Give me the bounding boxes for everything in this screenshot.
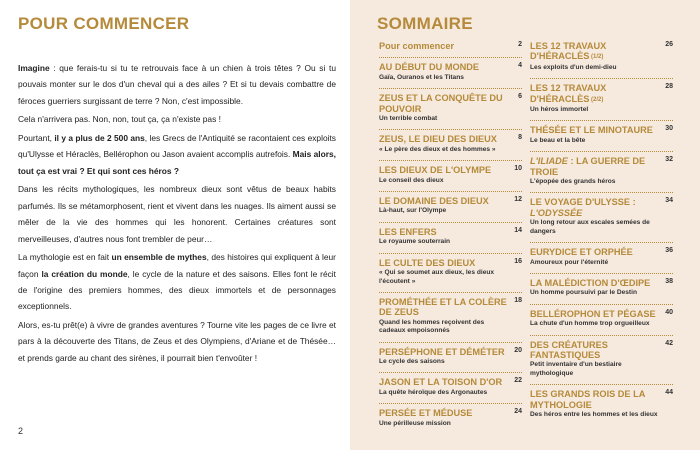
toc-entry-subtitle: Gaïa, Ouranos et les Titans — [379, 73, 464, 81]
toc-entry-subtitle: Le conseil des dieux — [379, 176, 444, 184]
toc-entry-subtitle: Le cycle des saisons — [379, 357, 445, 365]
text-run: Alors, es-tu prêt(e) à vivre de grandes aventures ? Tourne vite les pages de ce livre et pars à la découverte des Titans, de Zeus et des Olympiens, d'Ariane et de Thésée… et prends garde au chant des sirènes, il pourrait bien t'envoûter ! — [18, 320, 336, 363]
toc-entry[interactable] — [379, 165, 522, 185]
toc-entry-subtitle: Des héros entre les hommes et les dieux — [530, 410, 658, 418]
toc-entry[interactable] — [379, 227, 522, 247]
text-run: , les Grecs de l'Antiquité se racontaient ces exploits qu'Ulysse et Héraclès, Bellérophon ou Jason avaient accomplis autrefois. — [18, 133, 336, 160]
toc-page-number: 10 — [514, 165, 522, 173]
toc-page-number: 32 — [665, 156, 673, 164]
toc-entry[interactable] — [379, 196, 522, 216]
toc-entry[interactable] — [530, 278, 673, 298]
toc-page-number: 6 — [518, 93, 522, 101]
toc-entry-subtitle: La chute d'un homme trop orgueilleux — [530, 320, 650, 328]
toc-entry[interactable] — [379, 408, 522, 428]
toc-entry-subtitle: Les exploits d'un demi-dieu — [530, 63, 617, 71]
toc-page-number: 26 — [665, 41, 673, 48]
toc-page-number: 4 — [518, 62, 522, 70]
toc-entry-title: LES GRANDS ROIS DE LA MYTHOLOGIE — [530, 389, 646, 410]
toc-entry-title: PROMÉTHÉE ET LA COLÈRE DE ZEUS — [379, 296, 507, 318]
toc-entry-title: Pour commencer — [379, 41, 455, 51]
paragraph — [18, 181, 336, 247]
text-run: : que ferais-tu si tu te retrouvais face à un chien à trois têtes ? Ou si tu pouvais monter sur le dos d'un cheval qui a des ailes ? Et si tu devais combattre de féroces guerriers surgissant de terre ? Non, c'est impossible. — [18, 63, 336, 106]
toc-entry[interactable] — [379, 297, 522, 336]
toc-column-1 — [379, 41, 522, 428]
toc-entry-subtitle: Quand les hommes reçoivent des cadeaux empoisonnés — [379, 318, 485, 335]
bold-run: Imagine — [18, 63, 50, 73]
toc-entry[interactable] — [379, 93, 522, 123]
toc-entry[interactable] — [530, 125, 673, 145]
toc-divider — [379, 129, 522, 130]
text-run: , le cycle de la nature et des saisons. Elles font le récit de l'origine des premiers hommes, des dieux immortels et de personnages exceptionnels. — [18, 268, 336, 312]
toc-divider — [379, 342, 522, 343]
toc-page-number: 20 — [514, 346, 522, 354]
toc-page-number: 34 — [665, 197, 673, 205]
toc-page-number: 30 — [665, 125, 673, 133]
toc-entry-title: PERSÉE ET MÉDUSE — [379, 408, 473, 419]
toc-entry[interactable] — [530, 41, 673, 72]
toc-entry-subtitle: « Qui se soumet aux dieux, les dieux l'écoutent » — [379, 269, 495, 285]
text-run: Dans les récits mythologiques, les nombreux dieux sont vêtus de beaux habits parfumés. Ils se métamorphosent, rient et vivent dans les nuages. Ils aiment aussi se mêler de la vie des hommes qui les honorent. Certaines créatures sont merveilleuses, d'autres nous font trembler de peur… — [18, 184, 336, 244]
toc-page-number: 44 — [665, 389, 673, 397]
toc-entry-title: LES ENFERS — [379, 226, 437, 237]
toc-entry-subtitle: Un héros immortel — [530, 106, 589, 114]
toc-entry-title: LES DIEUX DE L'OLYMPE — [379, 165, 492, 176]
text-run: La mythologie est en fait — [18, 252, 112, 263]
toc-divider — [530, 151, 673, 152]
toc-page-number: 18 — [514, 296, 522, 304]
toc-divider — [530, 78, 673, 79]
bold-run: un ensemble de mythes — [111, 252, 207, 263]
toc-entry[interactable] — [530, 83, 673, 114]
toc-page-number: 24 — [514, 408, 522, 416]
page-title: POUR COMMENCER — [18, 14, 190, 33]
toc-entry-title: LE VOYAGE D'ULYSSE : L'ODYSSÉE — [530, 197, 636, 218]
toc-page-number: 42 — [665, 339, 673, 347]
toc-entry-title: LA MALÉDICTION D'ŒDIPE — [530, 277, 651, 288]
bold-run: il y a plus de 2 500 ans — [54, 133, 145, 143]
toc-entry-subtitle: « Le père des dieux et des hommes » — [379, 145, 496, 153]
toc-entry[interactable] — [530, 389, 673, 419]
paragraph — [18, 317, 336, 366]
right-page — [350, 0, 700, 450]
toc-entry[interactable] — [379, 134, 522, 154]
toc-entry-title: LE DOMAINE DES DIEUX — [379, 196, 489, 207]
toc-page-number: 36 — [665, 247, 673, 255]
toc-entry[interactable] — [530, 247, 673, 267]
toc-page-number: 28 — [665, 83, 673, 91]
toc-entry-subtitle: Le beau et la bête — [530, 136, 586, 144]
toc-entry[interactable] — [379, 258, 522, 286]
toc-entry-title: BELLÉROPHON ET PÉGASE — [530, 308, 656, 319]
toc-divider — [379, 292, 522, 293]
toc-page-number: 22 — [514, 377, 522, 385]
toc-page-number: 38 — [665, 277, 673, 285]
toc-entry-title: L'ILIADE : LA GUERRE DE TROIE — [530, 156, 646, 177]
paragraph — [18, 249, 336, 315]
toc-entry[interactable] — [379, 41, 522, 51]
toc-divider — [530, 242, 673, 243]
toc-entry-title: ZEUS, LE DIEU DES DIEUX — [379, 134, 497, 145]
toc-divider — [379, 403, 522, 404]
toc-entry-subtitle: Le royaume souterrain — [379, 238, 451, 246]
toc-entry-part: (1/2) — [589, 54, 604, 61]
toc-entry-title: ZEUS ET LA CONQUÊTE DU POUVOIR — [379, 93, 503, 114]
toc-entry-title: PERSÉPHONE ET DÉMÉTER — [379, 346, 505, 357]
toc-column-2 — [530, 41, 673, 419]
page-number: 2 — [18, 426, 24, 436]
toc-divider — [530, 304, 673, 305]
toc-entry-title: LES 12 TRAVAUX D'HÉRACLÈS (2/2) — [530, 83, 607, 104]
toc-divider — [530, 120, 673, 121]
toc-divider — [379, 191, 522, 192]
toc-page-number: 2 — [518, 41, 522, 48]
toc-entry-subtitle: Petit inventaire d'un bestiaire mythologique — [530, 361, 622, 377]
toc-entry-title: THÉSÉE ET LE MINOTAURE — [530, 125, 653, 136]
toc-divider — [530, 192, 673, 193]
toc-divider — [379, 222, 522, 223]
toc-divider — [379, 253, 522, 254]
toc-title: SOMMAIRE — [377, 14, 473, 33]
toc-entry[interactable] — [379, 347, 522, 367]
intro-text — [18, 60, 336, 368]
toc-entry-title: LE CULTE DES DIEUX — [379, 257, 476, 268]
text-run: Cela n'arrivera pas. Non, non, tout ça, ça n'existe pas ! — [18, 114, 221, 125]
toc-entry-subtitle: La quête héroïque des Argonautes — [379, 388, 488, 396]
toc-entry-part: (2/2) — [589, 96, 604, 103]
toc-entry[interactable] — [530, 309, 673, 329]
toc-entry-subtitle: Un terrible combat — [379, 115, 438, 123]
toc-page-number: 16 — [514, 257, 522, 265]
toc-entry-title: LES 12 TRAVAUX D'HÉRACLÈS (1/2) — [530, 41, 607, 62]
paragraph — [18, 111, 336, 127]
toc-divider — [379, 57, 522, 58]
toc-page-number: 14 — [514, 226, 522, 234]
toc-entry-title: DES CRÉATURES FANTASTIQUES — [530, 339, 608, 360]
toc-entry[interactable] — [379, 377, 522, 397]
toc-entry-title: EURYDICE ET ORPHÉE — [530, 247, 633, 258]
toc-entry-subtitle: L'épopée des grands héros — [530, 178, 616, 186]
toc-divider — [379, 160, 522, 161]
toc-page-number: 8 — [518, 134, 522, 142]
toc-entry-subtitle: Un homme poursuivi par le Destin — [530, 289, 637, 297]
toc-entry-subtitle: Un long retour aux escales semées de dangers — [530, 219, 650, 235]
toc-entry-title: JASON ET LA TOISON D'OR — [379, 377, 503, 388]
bold-run: la création du monde — [41, 268, 128, 279]
paragraph — [18, 60, 336, 109]
toc-entry[interactable] — [530, 156, 673, 186]
paragraph — [18, 130, 336, 179]
toc-entry-subtitle: Une périlleuse mission — [379, 419, 451, 427]
toc-entry-subtitle: Amoureux pour l'éternité — [530, 258, 609, 266]
text-run: , des histoires qui expliquent à leur façon — [18, 252, 336, 279]
toc-entry[interactable] — [379, 62, 522, 82]
toc-entry-title: AU DÉBUT DU MONDE — [379, 62, 480, 73]
toc-divider — [530, 273, 673, 274]
toc-page-number: 40 — [665, 308, 673, 316]
toc-page-number: 12 — [514, 196, 522, 204]
toc-divider — [530, 335, 673, 336]
toc-entry-subtitle: Là-haut, sur l'Olympe — [379, 207, 447, 215]
toc-entry[interactable] — [530, 197, 673, 236]
toc-divider — [379, 372, 522, 373]
bold-run: Mais alors, tout ça est vrai ? Et qui sont ces héros ? — [18, 149, 336, 176]
toc-divider — [530, 384, 673, 385]
toc-entry[interactable] — [530, 340, 673, 379]
text-run: Pourtant, — [18, 133, 55, 143]
toc-divider — [379, 88, 522, 89]
